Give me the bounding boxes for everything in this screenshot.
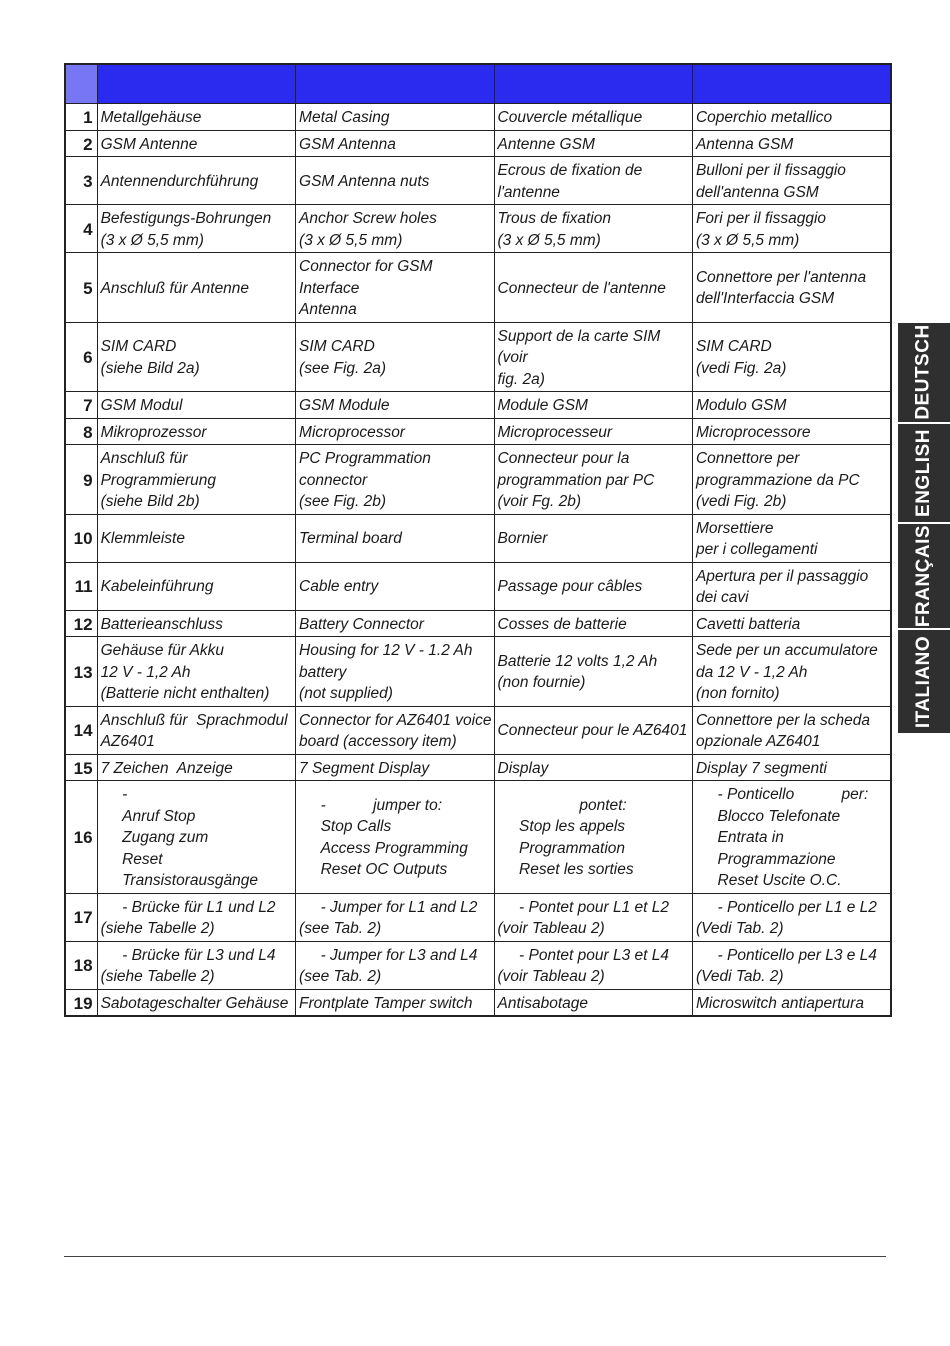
cell-de: Mikroprozessor bbox=[97, 418, 295, 445]
cell-de: Anschluß für Programmierung (siehe Bild 2b) bbox=[97, 445, 295, 515]
table-row bbox=[65, 445, 891, 515]
row-number: 4 bbox=[65, 205, 97, 253]
footer-rule bbox=[64, 1256, 886, 1257]
cell-de: Sabotageschalter Gehäuse bbox=[97, 989, 295, 1016]
tab-english-label: ENGLISH bbox=[913, 428, 935, 517]
cell-it: Sede per un accumulatore da 12 V - 1,2 Ah (non fornito) bbox=[692, 637, 891, 707]
cell-fr: Batterie 12 volts 1,2 Ah (non fournie) bbox=[494, 637, 692, 707]
cell-de: Kabeleinführung bbox=[97, 562, 295, 610]
cell-de: GSM Modul bbox=[97, 392, 295, 419]
cell-de: SIM CARD (siehe Bild 2a) bbox=[97, 322, 295, 392]
cell-de: Antennendurchführung bbox=[97, 157, 295, 205]
row-number: 18 bbox=[65, 941, 97, 989]
cell-fr: Connecteur pour la programmation par PC (voir Fg. 2b) bbox=[494, 445, 692, 515]
cell-de: Gehäuse für Akku 12 V - 1,2 Ah (Batterie nicht enthalten) bbox=[97, 637, 295, 707]
cell-it: Connettore per programmazione da PC (vedi Fig. 2b) bbox=[692, 445, 891, 515]
cell-de: 7 Zeichen Anzeige bbox=[97, 754, 295, 781]
header-english-cell bbox=[296, 64, 494, 104]
cell-fr: - Pontet pour L1 et L2 (voir Tableau 2) bbox=[494, 893, 692, 941]
cell-en: - Jumper for L3 and L4 (see Tab. 2) bbox=[296, 941, 494, 989]
cell-en: Terminal board bbox=[296, 514, 494, 562]
table-row bbox=[65, 322, 891, 392]
cell-en: GSM Module bbox=[296, 392, 494, 419]
cell-en: Metal Casing bbox=[296, 104, 494, 131]
row-number: 6 bbox=[65, 322, 97, 392]
row-number: 7 bbox=[65, 392, 97, 419]
row-number: 19 bbox=[65, 989, 97, 1016]
cell-fr: Connecteur de l'antenne bbox=[494, 253, 692, 323]
cell-en: GSM Antenna bbox=[296, 130, 494, 157]
row-number: 5 bbox=[65, 253, 97, 323]
table-row bbox=[65, 781, 891, 894]
table-row bbox=[65, 941, 891, 989]
cell-it: Cavetti batteria bbox=[692, 610, 891, 637]
row-number: 14 bbox=[65, 706, 97, 754]
cell-en: - Jumper for L1 and L2 (see Tab. 2) bbox=[296, 893, 494, 941]
tab-italiano bbox=[898, 630, 950, 733]
tab-italiano-label: ITALIANO bbox=[913, 635, 934, 728]
row-number: 8 bbox=[65, 418, 97, 445]
cell-it: Display 7 segmenti bbox=[692, 754, 891, 781]
cell-en: Microprocessor bbox=[296, 418, 494, 445]
cell-de: Anschluß für Antenne bbox=[97, 253, 295, 323]
table-row bbox=[65, 418, 891, 445]
table-row bbox=[65, 754, 891, 781]
cell-fr: Module GSM bbox=[494, 392, 692, 419]
table-row bbox=[65, 637, 891, 707]
cell-fr: Couvercle métallique bbox=[494, 104, 692, 131]
cell-it: Antenna GSM bbox=[692, 130, 891, 157]
cell-de: Befestigungs-Bohrungen (3 x Ø 5,5 mm) bbox=[97, 205, 295, 253]
tab-english bbox=[898, 424, 950, 521]
table-body bbox=[65, 104, 891, 1017]
cell-fr: pontet: Stop les appels Programmation Reset les sorties bbox=[494, 781, 692, 894]
table-row bbox=[65, 392, 891, 419]
cell-fr: Antisabotage bbox=[494, 989, 692, 1016]
cell-de: - Anruf Stop Zugang zum Reset Transistorausgänge bbox=[97, 781, 295, 894]
cell-en: GSM Antenna nuts bbox=[296, 157, 494, 205]
cell-it: SIM CARD (vedi Fig. 2a) bbox=[692, 322, 891, 392]
parts-table bbox=[64, 63, 892, 1017]
row-number: 9 bbox=[65, 445, 97, 515]
cell-fr: Antenne GSM bbox=[494, 130, 692, 157]
cell-fr: Bornier bbox=[494, 514, 692, 562]
cell-fr: Microprocesseur bbox=[494, 418, 692, 445]
cell-en: Battery Connector bbox=[296, 610, 494, 637]
cell-it: Fori per il fissaggio (3 x Ø 5,5 mm) bbox=[692, 205, 891, 253]
table-row bbox=[65, 893, 891, 941]
table-row bbox=[65, 205, 891, 253]
cell-fr: Ecrous de fixation de l'antenne bbox=[494, 157, 692, 205]
cell-en: SIM CARD (see Fig. 2a) bbox=[296, 322, 494, 392]
row-number: 12 bbox=[65, 610, 97, 637]
header-number-cell bbox=[65, 64, 97, 104]
cell-en: PC Programmation connector (see Fig. 2b) bbox=[296, 445, 494, 515]
cell-en: - jumper to: Stop Calls Access Programming Reset OC Outputs bbox=[296, 781, 494, 894]
cell-fr: - Pontet pour L3 et L4 (voir Tableau 2) bbox=[494, 941, 692, 989]
row-number: 15 bbox=[65, 754, 97, 781]
cell-it: Coperchio metallico bbox=[692, 104, 891, 131]
cell-fr: Display bbox=[494, 754, 692, 781]
table-row bbox=[65, 610, 891, 637]
cell-it: Microswitch antiapertura bbox=[692, 989, 891, 1016]
row-number: 17 bbox=[65, 893, 97, 941]
table-row bbox=[65, 157, 891, 205]
row-number: 16 bbox=[65, 781, 97, 894]
cell-en: Cable entry bbox=[296, 562, 494, 610]
cell-it: - Ponticello per: Blocco Telefonate Entrata in Programmazione Reset Uscite O.C. bbox=[692, 781, 891, 894]
cell-de: - Brücke für L3 und L4 (siehe Tabelle 2) bbox=[97, 941, 295, 989]
table-header-row bbox=[65, 64, 891, 104]
row-number: 10 bbox=[65, 514, 97, 562]
cell-it: - Ponticello per L1 e L2 (Vedi Tab. 2) bbox=[692, 893, 891, 941]
cell-it: Modulo GSM bbox=[692, 392, 891, 419]
header-deutsch-cell bbox=[97, 64, 295, 104]
cell-de: GSM Antenne bbox=[97, 130, 295, 157]
cell-de: - Brücke für L1 und L2 (siehe Tabelle 2) bbox=[97, 893, 295, 941]
cell-it: Apertura per il passaggio dei cavi bbox=[692, 562, 891, 610]
cell-en: 7 Segment Display bbox=[296, 754, 494, 781]
cell-it: - Ponticello per L3 e L4 (Vedi Tab. 2) bbox=[692, 941, 891, 989]
tab-francais-label: FRANÇAIS bbox=[913, 524, 935, 627]
table-row bbox=[65, 104, 891, 131]
tab-francais bbox=[898, 524, 950, 627]
cell-fr: Trous de fixation (3 x Ø 5,5 mm) bbox=[494, 205, 692, 253]
cell-de: Klemmleiste bbox=[97, 514, 295, 562]
cell-de: Batterieanschluss bbox=[97, 610, 295, 637]
row-number: 11 bbox=[65, 562, 97, 610]
cell-fr: Connecteur pour le AZ6401 bbox=[494, 706, 692, 754]
table-row bbox=[65, 706, 891, 754]
tab-deutsch bbox=[898, 323, 950, 421]
cell-it: Microprocessore bbox=[692, 418, 891, 445]
cell-it: Connettore per la scheda opzionale AZ6401 bbox=[692, 706, 891, 754]
row-number: 13 bbox=[65, 637, 97, 707]
cell-en: Connector for AZ6401 voice board (accessory item) bbox=[296, 706, 494, 754]
cell-de: Anschluß für Sprachmodul AZ6401 bbox=[97, 706, 295, 754]
row-number: 2 bbox=[65, 130, 97, 157]
header-italiano-cell bbox=[692, 64, 891, 104]
cell-fr: Passage pour câbles bbox=[494, 562, 692, 610]
cell-en: Housing for 12 V - 1.2 Ah battery (not supplied) bbox=[296, 637, 494, 707]
cell-fr: Support de la carte SIM (voir fig. 2a) bbox=[494, 322, 692, 392]
row-number: 3 bbox=[65, 157, 97, 205]
cell-de: Metallgehäuse bbox=[97, 104, 295, 131]
cell-en: Connector for GSM Interface Antenna bbox=[296, 253, 494, 323]
cell-fr: Cosses de batterie bbox=[494, 610, 692, 637]
cell-en: Anchor Screw holes (3 x Ø 5,5 mm) bbox=[296, 205, 494, 253]
header-francais-cell bbox=[494, 64, 692, 104]
tab-deutsch-label: DEUTSCH bbox=[913, 324, 934, 420]
table-row bbox=[65, 514, 891, 562]
table-row bbox=[65, 253, 891, 323]
row-number: 1 bbox=[65, 104, 97, 131]
cell-it: Connettore per l'antenna dell'Interfaccia GSM bbox=[692, 253, 891, 323]
table-row bbox=[65, 562, 891, 610]
table-row bbox=[65, 989, 891, 1016]
cell-it: Bulloni per il fissaggio dell'antenna GSM bbox=[692, 157, 891, 205]
language-tabs bbox=[898, 323, 950, 733]
table-row bbox=[65, 130, 891, 157]
cell-en: Frontplate Tamper switch bbox=[296, 989, 494, 1016]
cell-it: Morsettiere per i collegamenti bbox=[692, 514, 891, 562]
